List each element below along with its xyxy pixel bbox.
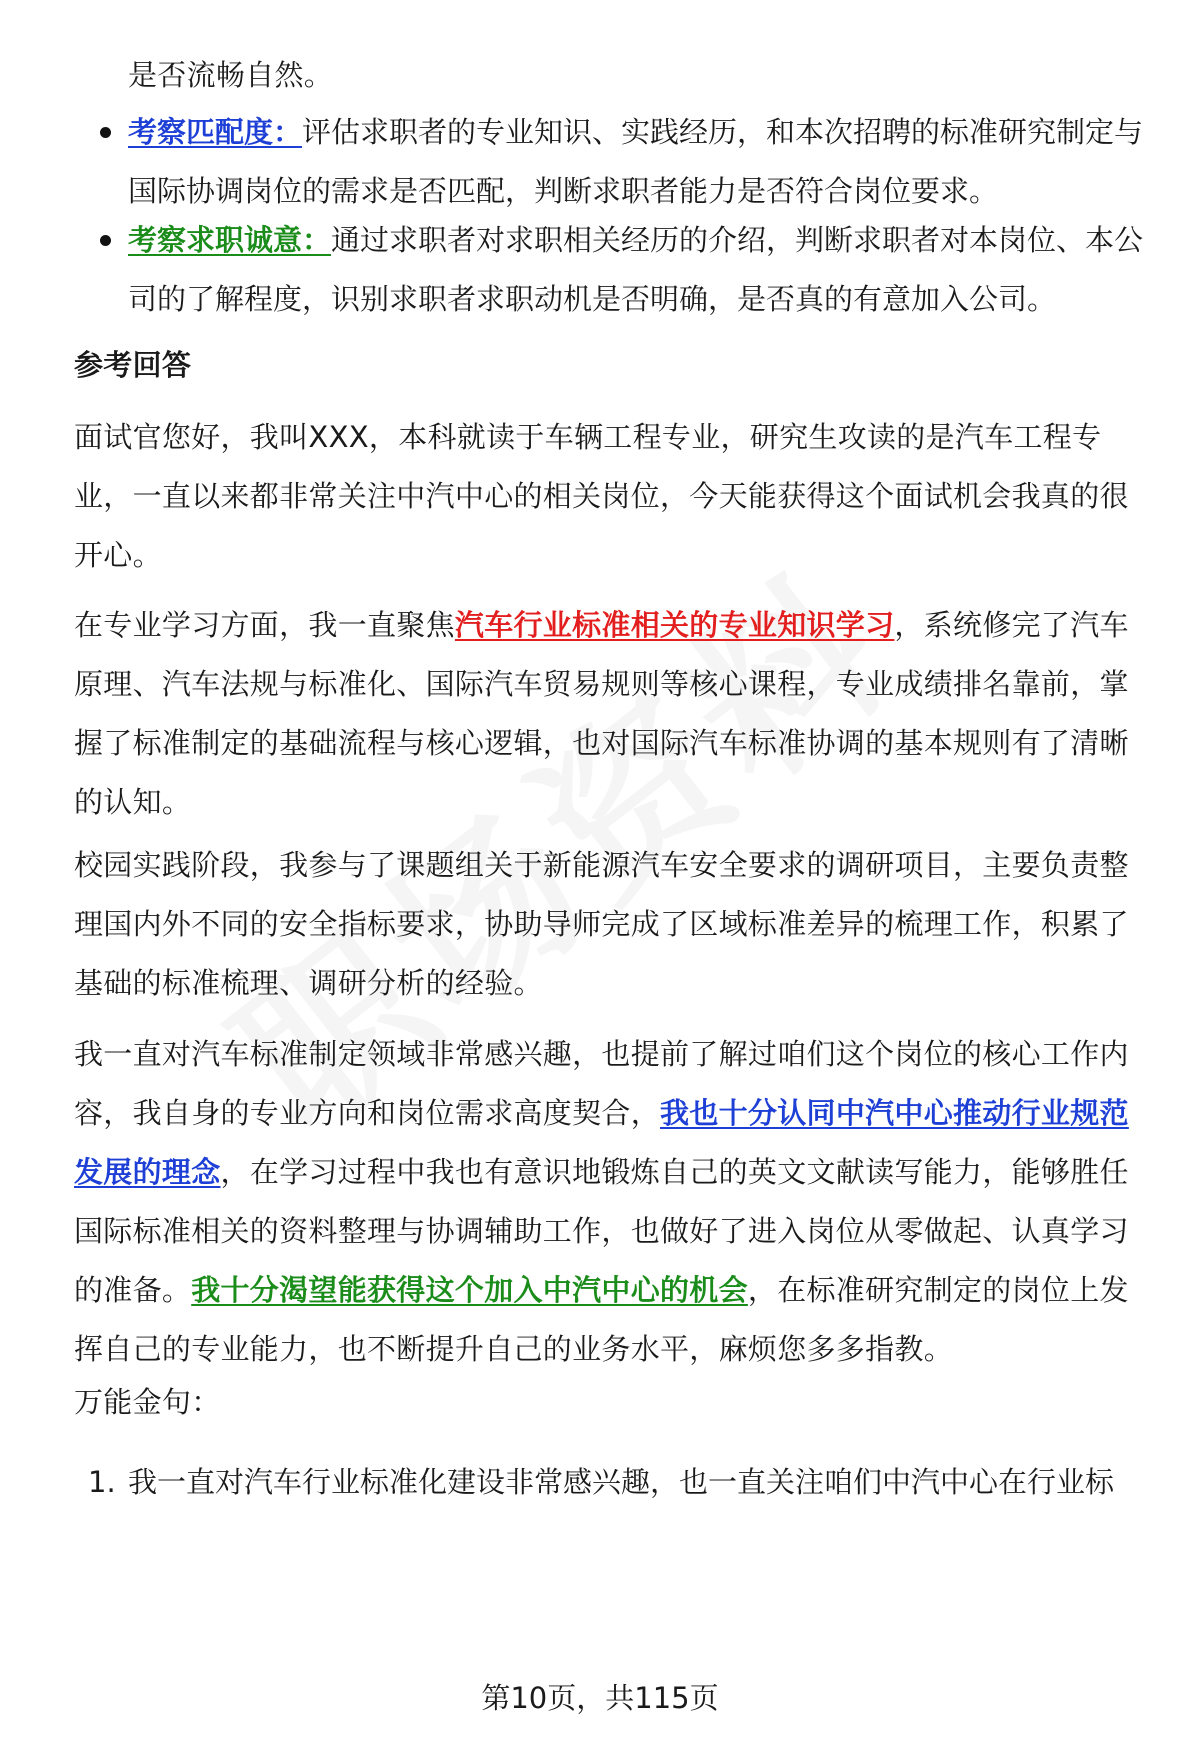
answer-paragraph-1: 面试官您好，我叫XXX，本科就读于车辆工程专业，研究生攻读的是汽车工程专业，一直以来都非常关注中汽中心的相关岗位，今天能获得这个面试机会我真的很开心。 [74,420,1129,572]
bullet-dot-icon [100,235,111,246]
bullet-item-match [128,103,1144,221]
answer-paragraph-2 [74,596,1144,832]
list-item-text: 我一直对汽车行业标准化建设非常感兴趣，也一直关注咱们中汽中心在行业标 [128,1465,1115,1499]
p4-highlight-2: 我十分渴望能获得这个加入中汽中心的机会 [191,1273,748,1307]
bullet-text: 评估求职者的专业知识、实践经历，和本次招聘的标准研究制定与国际协调岗位的需求是否匹配，判断求职者能力是否符合岗位要求。 [128,115,1144,208]
p4-part1: 我一直对汽车标准制定领域非常感兴趣，也提前了解过咱们这个岗位的核心工作内容，我自身的专业方向和岗位需求高度契合， [74,1037,1129,1130]
p2-after: ，系统修完了汽车原理、汽车法规与标准化、国际汽车贸易规则等核心课程，专业成绩排名靠前，掌握了标准制定的基础流程与核心逻辑，也对国际汽车标准协调的基本规则有了清晰的认知。 [74,608,1129,819]
bullet-continuation: 是否流畅自然。 [128,58,334,92]
section-heading: 参考回答 [74,348,192,382]
answer-paragraph-4 [74,1025,1144,1379]
p4-part2: ，在学习过程中我也有意识地锻炼自己的英文文献读写能力，能够胜任国际标准相关的资料整理与协调辅助工作，也做好了进入岗位从零做起、认真学习的准备。 [74,1155,1129,1307]
bullet-dot-icon [100,127,111,138]
golden-heading: 万能金句： [74,1385,221,1419]
p4-part3: ，在标准研究制定的岗位上发挥自己的专业能力，也不断提升自己的业务水平，麻烦您多多指教。 [74,1273,1129,1366]
bullet-item-sincerity [128,211,1144,329]
p2-before: 在专业学习方面，我一直聚焦 [74,608,455,642]
answer-paragraph-3: 校园实践阶段，我参与了课题组关于新能源汽车安全要求的调研项目，主要负责整理国内外不同的安全指标要求，协助导师完成了区域标准差异的梳理工作，积累了基础的标准梳理、调研分析的经验。 [74,848,1129,1000]
bullet-label: 考察匹配度： [128,115,303,149]
bullet-label: 考察求职诚意： [128,223,332,257]
p2-highlight: 汽车行业标准相关的专业知识学习 [454,608,895,642]
page-footer: 第10页，共115页 [481,1681,719,1715]
bullet-text: 通过求职者对求职相关经历的介绍，判断求职者对本岗位、本公司的了解程度，识别求职者求职动机是否明确，是否真的有意加入公司。 [128,223,1144,316]
list-item [88,1453,1144,1512]
p4-highlight-1: 我也十分认同中汽中心推动行业规范发展的理念 [74,1096,1129,1189]
list-number: 1. [88,1465,116,1499]
